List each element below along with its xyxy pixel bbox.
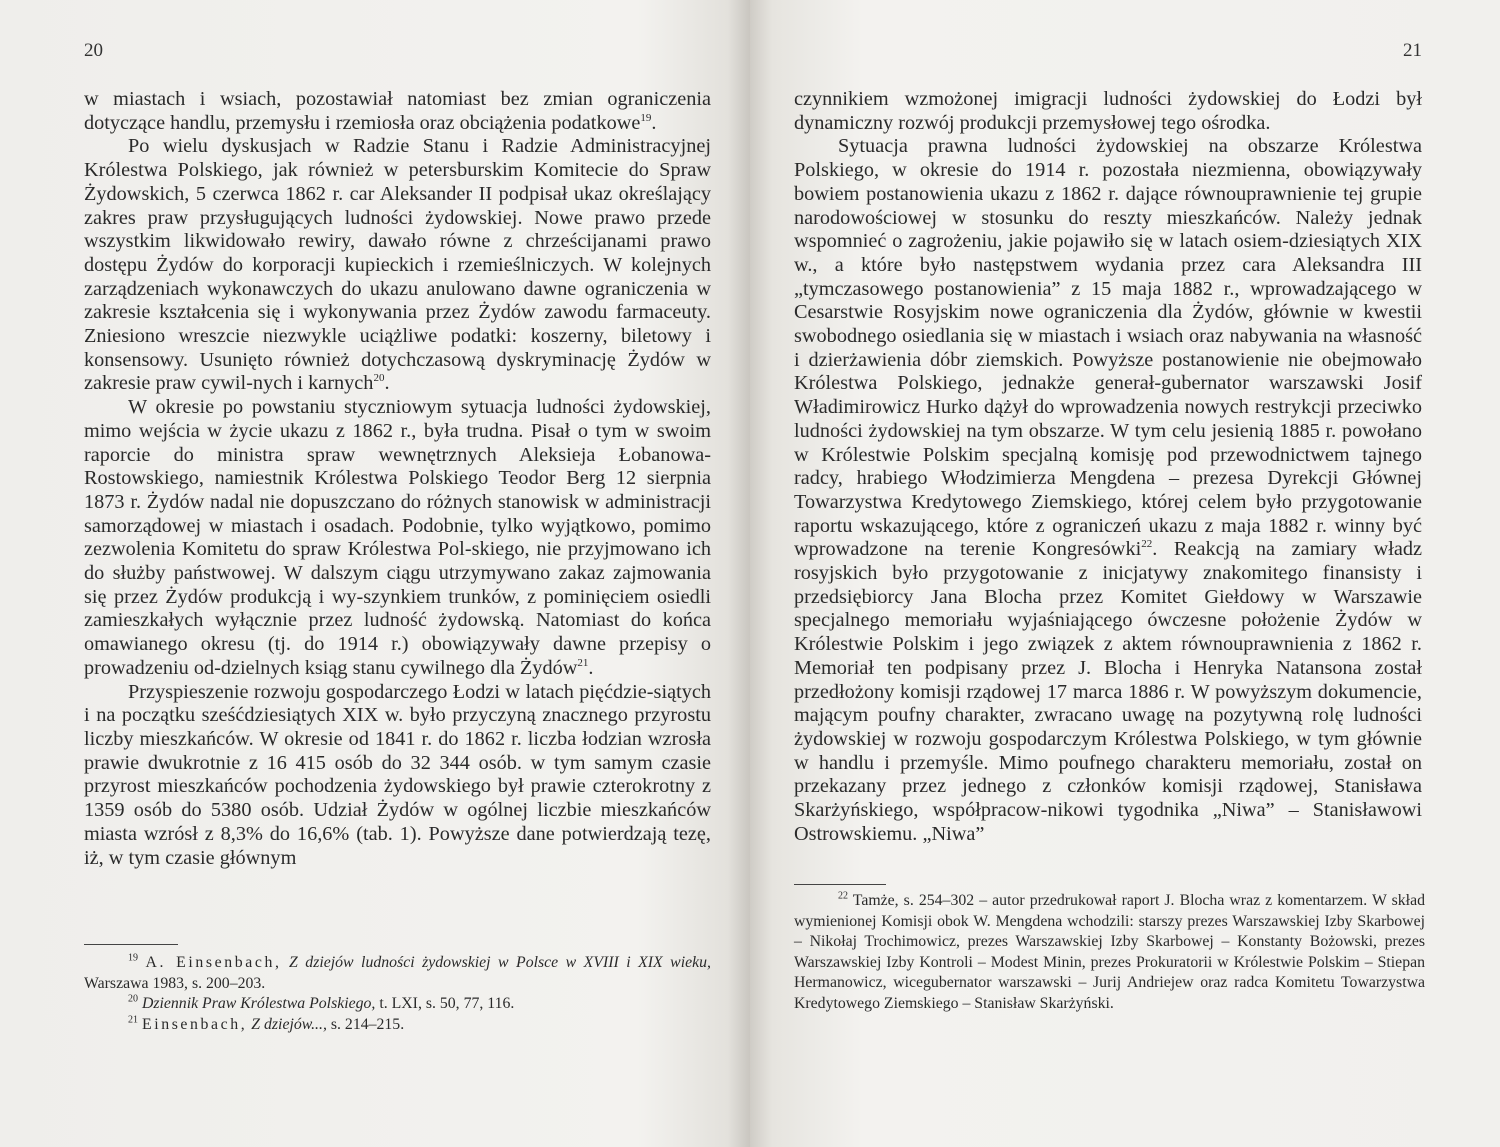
- text-run: [138, 954, 146, 971]
- footnote-marker: 20: [128, 993, 138, 1005]
- page-number: 20: [84, 40, 103, 61]
- footnote: [84, 953, 711, 994]
- body-text: [84, 88, 711, 870]
- body-text: [794, 88, 1422, 847]
- page-number: 21: [1403, 40, 1422, 61]
- text-run: s. 214–215.: [326, 1015, 405, 1033]
- text-run: w miastach i wsiach, pozostawiał natomiast bez zmian ograniczenia dotyczące handlu, przemysłu i rzemiosła oraz obciążenia podatkowe: [84, 88, 711, 134]
- author-name: Einsenbach,: [141, 1015, 248, 1033]
- text-run: Tamże, s. 254–302 – autor przedrukował raport J. Blocha wraz z komentarzem. W skład wymienionej Komisji obok W. Mengdena wchodzili: starszy prezes Warszawskiej Izby Skarbowej – Nikołaj Trochimowicz, prezes Warszawskiej Izby Skarbowej – Konstanty Bożowski, prezes Warszawskiej Izby Kontroli – Modest Minin, prezes Prokuratorii w Królestwie Polskim – Stiepan Hermanowicz, wicegubernator warszawski – Jurij Andriejew oraz radca Komitetu Towarzystwa Kredytowego Ziemskiego – Stanisław Skarżyński.: [794, 892, 1425, 1012]
- footnote-marker: 21: [577, 657, 589, 670]
- right-page: [750, 0, 1500, 1147]
- paragraph: [84, 396, 711, 680]
- footnote: [794, 891, 1425, 1015]
- italic-title: Z dziejów...,: [251, 1015, 327, 1033]
- text-run: t. LXI, s. 50, 77, 116.: [375, 995, 515, 1013]
- text-run: [282, 954, 290, 971]
- text-run: Przyspieszenie rozwoju gospodarczego Łodzi w latach pięćdzie-siątych i na początku sześćdziesiątych XIX w. było przyczyną znacznego przyrostu liczby mieszkańców. W okresie od 1841 r. do 1862 r. liczba łodzian wzrosła prawie dwukrotnie z 16 415 osób do 32 344 osób. w tym samym czasie przyrost mieszkańców pochodzenia żydowskiego był prawie czterokrotny z 1359 osób do 5380 osób. Udział Żydów w ogólnej liczbie mieszkańców miasta wzrósł z 8,3% do 16,6% (tab. 1). Powyższe dane potwierdzają tezę, iż, w tym czasie głównym: [84, 680, 711, 869]
- text-run: .: [651, 111, 657, 134]
- italic-title: Dziennik Praw Królestwa Polskiego,: [141, 995, 376, 1013]
- paragraph: [794, 135, 1422, 846]
- footnote-marker: 19: [640, 111, 652, 124]
- text-run: .: [588, 656, 594, 679]
- text-run: Po wielu dyskusjach w Radzie Stanu i Radzie Administracyjnej Królestwa Polskiego, jak również w petersburskim Komitecie do Spraw Żydowskich, 5 czerwca 1862 r. car Aleksander II podpisał ukaz określający zakres praw przysługujących ludności żydowskiej. Nowe prawo przede wszystkim likwidowało rewiry, dawało równe z chrześcijanami prawo dostępu Żydów do korporacji kupieckich i rzemieślniczych. W kolejnych zarządzeniach wykonawczych do ukazu anulowano dawne ograniczenia w zakresie kształcenia się i wykonywania przez Żydów zawodu farmaceuty. Zniesiono wreszcie niezwykle uciążliwe podatki: koszerny, biletowy i konsensowy. Usunięto również dotychczasową dyskryminację Żydów w zakresie praw cywil-nych i karnych: [84, 135, 711, 395]
- italic-title: Z dziejów ludności żydowskiej w Polsce w XVIII i XIX wieku,: [289, 954, 711, 971]
- footnote-marker: 22: [838, 890, 848, 902]
- footnote-marker: 19: [128, 952, 138, 964]
- footnote: [84, 1015, 711, 1036]
- text-run: Sytuacja prawna ludności żydowskiej na obszarze Królestwa Polskiego, w okresie do 1914 r. pozostała niezmienna, obowiązywały bowiem postanowienia ukazu z 1862 r. dające równouprawnienie tej grupie narodowościowej w stosunku do reszty mieszkańców. Należy jednak wspomnieć o zagrożeniu, jakie pojawiło się w latach osiem-dziesiątych XIX w., a które było następstwem wydania przez cara Aleksandra III „tymczasowego postanowienia” z 15 maja 1882 r., wprowadzającego w Cesarstwie Rosyjskim nowe ograniczenia dla Żydów, głównie w kwestii swobodnego osiedlania się w miastach i wsiach oraz nabywania na własność i dzierżawienia dóbr ziemskich. Powyższe postanowienie nie obejmowało Królestwa Polskiego, jednakże generał-gubernator warszawski Josif Władimirowicz Hurko dążył do wprowadzenia nowych restrykcji przeciwko ludności żydowskiej na tym obszarze. W tym celu jesienią 1885 r. powołano w Królestwie Polskim specjalną komisję pod przewodnictwem tajnego radcy, hrabiego Włodzimierza Mengdena – prezesa Dyrekcji Głównej Towarzystwa Kredytowego Ziemskiego, której celem było przygotowanie raportu wskazującego, które z ograniczeń ukazu z maja 1882 r. winny być wprowadzone na terenie Kongresówki: [794, 135, 1422, 561]
- footnote-marker: 20: [373, 372, 385, 385]
- footnote-marker: 21: [128, 1014, 138, 1026]
- paragraph: [84, 135, 711, 396]
- paragraph: [84, 88, 711, 135]
- paragraph: [84, 681, 711, 871]
- text-run: .: [384, 372, 390, 395]
- text-run: czynnikiem wzmożonej imigracji ludności żydowskiej do Łodzi był dynamiczny rozwój produkcji przemysłowej tego ośrodka.: [794, 88, 1422, 134]
- text-run: W okresie po powstaniu styczniowym sytuacja ludności żydowskiej, mimo wejścia w życie ukazu z 1862 r., była trudna. Pisał o tym w swoim raporcie do ministra spraw wewnętrznych Aleksieja Łobanowa-Rostowskiego, namiestnik Królestwa Polskiego Teodor Berg 12 sierpnia 1873 r. Żydów nadal nie dopuszczano do różnych stanowisk w administracji samorządowej w miastach i osadach. Podobnie, tylko wyjątkowo, pomimo zezwolenia Komitetu do spraw Królestwa Pol-skiego, nie przyjmowano ich do służby państwowej. W dalszym ciągu utrzymywano zakaz zajmowania się przez Żydów produkcją i wy-szynkiem trunków, z pominięciem osiedli zamieszkałych wyłącznie przez ludność żydowską. Natomiast do końca omawianego okresu (tj. do 1914 r.) obowiązywały dawne przepisy o prowadzeniu od-dzielnych ksiąg stanu cywilnego dla Żydów: [84, 396, 711, 679]
- text-run: . Reakcją na zamiary władz rosyjskich było przygotowanie z inicjatywy znakomitego finansisty i przedsiębiorcy Jana Blocha przez Komitet Giełdowy w Warszawie specjalnego memoriału wyjaśniającego ówczesne położenie Żydów w Królestwie Polskim i jego związek z aktem równouprawnienia z 1862 r. Memoriał ten podpisany przez J. Blocha i Henryka Natansona został przedłożony komisji rządowej 17 marca 1886 r. W powyższym dokumencie, mającym poufny charakter, zwracano uwagę na pozytywną rolę ludności żydowskiej w rozwoju gospodarczym Królestwa Polskiego, w tym głównie w handlu i przemyśle. Mimo poufnego charakteru memoriału, został on przekazany przez jednego z członków komisji rządowej, Stanisława Skarżyńskiego, współpracow-nikowi tygodnika „Niwa” – Stanisławowi Ostrowskiemu. „Niwa”: [794, 538, 1422, 845]
- author-name: A. Einsenbach,: [145, 954, 282, 971]
- footnote-rule: [794, 884, 886, 885]
- paragraph: [794, 88, 1422, 135]
- footnote-rule: [84, 944, 178, 945]
- footnote-marker: 22: [1141, 538, 1153, 551]
- footnotes: [794, 891, 1425, 1015]
- footnotes: [84, 953, 711, 1035]
- text-run: Warszawa 1983, s. 200–203.: [84, 974, 266, 992]
- footnote: [84, 994, 711, 1015]
